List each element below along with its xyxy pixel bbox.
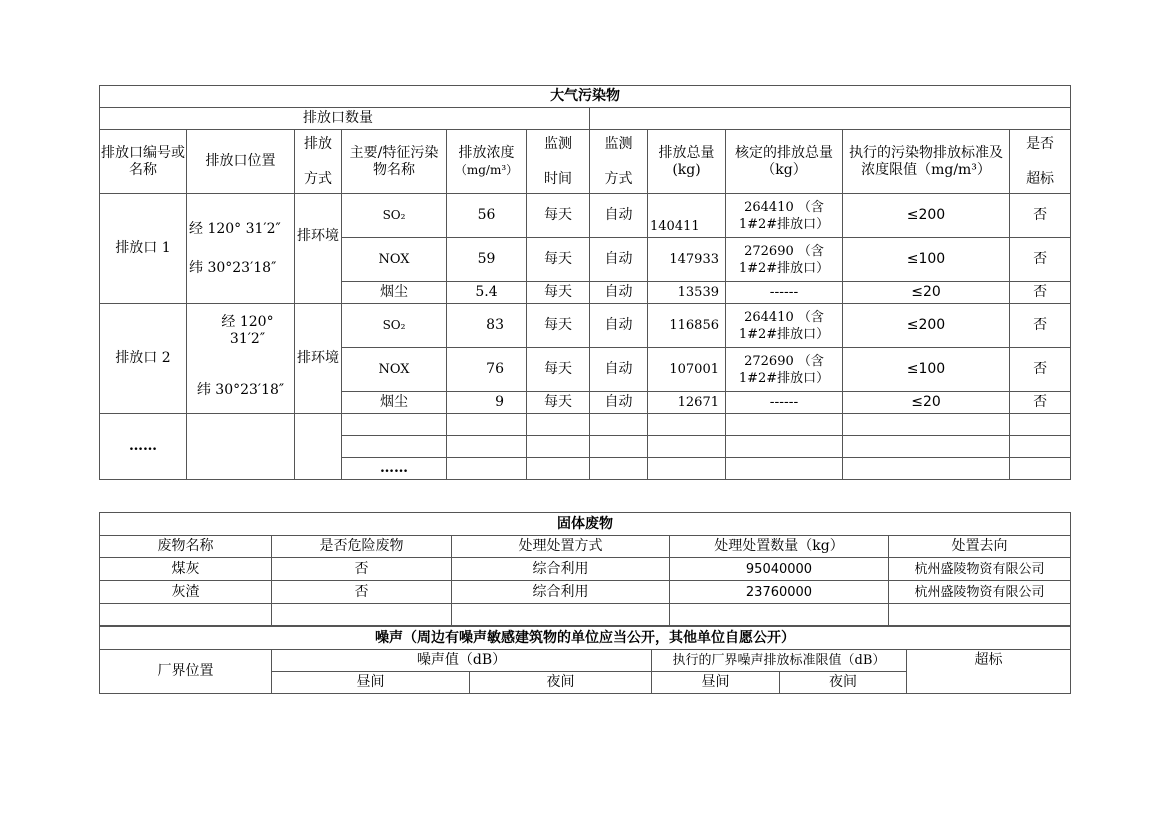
table-row <box>100 414 1071 436</box>
empty-cell <box>726 414 843 436</box>
monitor-method-cell: 自动 <box>590 282 648 304</box>
header-approved-unit: （kg） <box>761 161 807 178</box>
standard-cell: ≤200 <box>843 194 1010 238</box>
standard-cell: ≤200 <box>843 304 1010 348</box>
table-row <box>100 304 1071 348</box>
total-cell: 107001 <box>648 348 726 392</box>
concentration-cell: 76 <box>447 348 527 392</box>
header-method <box>295 130 342 194</box>
monitor-time-cell: 每天 <box>527 348 590 392</box>
empty-cell <box>1010 436 1071 458</box>
noise-table <box>99 626 1071 694</box>
outlet2-position <box>187 304 295 414</box>
total-cell: 12671 <box>648 392 726 414</box>
monitor-time-cell: 每天 <box>527 392 590 414</box>
monitor-time-cell: 每天 <box>527 304 590 348</box>
monitor-method-cell: 自动 <box>590 392 648 414</box>
empty-cell <box>342 436 447 458</box>
outlet1-lat: 纬 30°23′18″ <box>189 259 277 276</box>
exceed-cell: 否 <box>1010 392 1071 414</box>
header-monitor-time <box>527 130 590 194</box>
pollutant-cell: NOX <box>342 348 447 392</box>
standard-cell: ≤20 <box>843 392 1010 414</box>
empty-cell <box>452 604 670 626</box>
empty-cell <box>648 458 726 480</box>
concentration-cell: 56 <box>447 194 527 238</box>
total-cell: 147933 <box>648 238 726 282</box>
empty-cell <box>272 604 452 626</box>
solid-cell: 杭州盛陵物资有限公司 <box>889 581 1071 604</box>
total-cell: 13539 <box>648 282 726 304</box>
header-exceed <box>1010 130 1071 194</box>
solid-header-name: 废物名称 <box>100 536 272 558</box>
empty-cell <box>648 436 726 458</box>
header-total <box>648 130 726 194</box>
empty-cell <box>447 414 527 436</box>
exceed-cell: 否 <box>1010 238 1071 282</box>
standard-cell: ≤100 <box>843 238 1010 282</box>
header-monitor-method-top: 监测 <box>604 135 633 152</box>
empty-cell <box>447 436 527 458</box>
header-concentration-label: 排放浓度 <box>458 144 515 161</box>
monitor-time-cell: 每天 <box>527 238 590 282</box>
exceed-cell: 否 <box>1010 194 1071 238</box>
outlet-count-label: 排放口数量 <box>100 108 590 130</box>
solid-cell: 煤灰 <box>100 558 272 581</box>
header-monitor-time-bottom: 时间 <box>544 170 572 187</box>
noise-value-header: 噪声值（dB） <box>272 650 652 672</box>
noise-standard-header: 执行的厂界噪声排放标准限值（dB） <box>652 650 907 672</box>
noise-exceed-header: 超标 <box>907 650 1071 694</box>
solid-title: 固体废物 <box>100 513 1071 536</box>
noise-day: 昼间 <box>272 672 470 694</box>
monitor-method-cell: 自动 <box>590 304 648 348</box>
exceed-cell: 否 <box>1010 304 1071 348</box>
header-total-label: 排放总量 <box>658 144 715 161</box>
header-monitor-time-top: 监测 <box>544 135 572 152</box>
approved-cell: 264410 （含1#2#排放口） <box>726 194 843 238</box>
empty-cell <box>843 436 1010 458</box>
empty-cell <box>100 604 272 626</box>
concentration-cell: 5.4 <box>447 282 527 304</box>
empty-cell <box>527 436 590 458</box>
header-approved-label: 核定的排放总量 <box>735 144 833 161</box>
noise-title: 噪声（周边有噪声敏感建筑物的单位应当公开，其他单位自愿公开） <box>100 627 1071 650</box>
header-exceed-top: 是否 <box>1026 135 1055 152</box>
monitor-time-cell: 每天 <box>527 194 590 238</box>
header-monitor-method <box>590 130 648 194</box>
empty-cell <box>670 604 889 626</box>
header-standard: 执行的污染物排放标准及浓度限值（mg/m³） <box>843 130 1010 194</box>
empty-cell <box>726 436 843 458</box>
solid-header-destination: 处置去向 <box>889 536 1071 558</box>
solid-cell: 23760000 <box>670 581 889 604</box>
approved-cell: 272690 （含1#2#排放口） <box>726 348 843 392</box>
empty-cell <box>590 458 648 480</box>
outlet2-lat: 纬 30°23′18″ <box>196 382 285 398</box>
table-row <box>100 604 1071 626</box>
header-concentration <box>447 130 527 194</box>
standard-cell: ≤20 <box>843 282 1010 304</box>
empty-cell <box>527 458 590 480</box>
header-concentration-unit: （mg/m³） <box>454 162 519 177</box>
pollutant-cell: SO₂ <box>342 194 447 238</box>
monitor-method-cell: 自动 <box>590 348 648 392</box>
pollutant-cell: NOX <box>342 238 447 282</box>
solid-header-quantity: 处理处置数量（kg） <box>670 536 889 558</box>
total-cell: 140411 <box>648 194 726 238</box>
approved-cell: ------ <box>726 392 843 414</box>
approved-cell: ------ <box>726 282 843 304</box>
monitor-method-cell: 自动 <box>590 238 648 282</box>
noise-boundary: 厂界位置 <box>100 650 272 694</box>
empty-cell <box>342 414 447 436</box>
standard-cell: ≤100 <box>843 348 1010 392</box>
header-total-unit: (kg) <box>672 161 701 178</box>
solid-cell: 综合利用 <box>452 581 670 604</box>
pollutant-cell: SO₂ <box>342 304 447 348</box>
pollutant-cell: 烟尘 <box>342 282 447 304</box>
ellipsis-pollutant: …… <box>342 458 447 480</box>
solid-cell: 灰渣 <box>100 581 272 604</box>
empty-cell <box>843 458 1010 480</box>
solid-cell: 95040000 <box>670 558 889 581</box>
approved-cell: 272690 （含1#2#排放口） <box>726 238 843 282</box>
ellipsis-outlet: …… <box>100 414 187 480</box>
outlet1-method: 排环境 <box>295 194 342 304</box>
empty-cell <box>1010 458 1071 480</box>
exceed-cell: 否 <box>1010 348 1071 392</box>
solid-cell: 否 <box>272 581 452 604</box>
empty-cell <box>447 458 527 480</box>
table-row <box>100 558 1071 581</box>
solid-waste-table <box>99 512 1071 626</box>
empty-cell <box>648 414 726 436</box>
outlet-count-value <box>590 108 1071 130</box>
header-method-top: 排放 <box>304 135 332 152</box>
outlet1-position <box>187 194 295 304</box>
empty-cell <box>1010 414 1071 436</box>
outlet2-method: 排环境 <box>295 304 342 414</box>
empty-cell <box>726 458 843 480</box>
outlet2-lon: 经 120° 31′2″ <box>221 314 274 347</box>
standard-day: 昼间 <box>652 672 780 694</box>
approved-cell: 264410 （含1#2#排放口） <box>726 304 843 348</box>
exceed-cell: 否 <box>1010 282 1071 304</box>
noise-night: 夜间 <box>470 672 652 694</box>
total-cell: 116856 <box>648 304 726 348</box>
air-pollutants-table <box>99 85 1071 480</box>
empty-cell <box>889 604 1071 626</box>
empty-cell <box>527 414 590 436</box>
header-pollutant: 主要/特征污染物名称 <box>342 130 447 194</box>
header-position: 排放口位置 <box>187 130 295 194</box>
concentration-cell: 59 <box>447 238 527 282</box>
outlet1-lon: 经 120° 31′2″ <box>189 220 281 237</box>
outlet1-name: 排放口 1 <box>100 194 187 304</box>
empty-cell <box>187 414 295 480</box>
concentration-cell: 83 <box>447 304 527 348</box>
table-row <box>100 581 1071 604</box>
header-method-bottom: 方式 <box>304 170 332 187</box>
air-title: 大气污染物 <box>100 86 1071 108</box>
header-monitor-method-bottom: 方式 <box>604 170 633 187</box>
monitor-method-cell: 自动 <box>590 194 648 238</box>
table-row <box>100 194 1071 238</box>
standard-night: 夜间 <box>780 672 907 694</box>
monitor-time-cell: 每天 <box>527 282 590 304</box>
empty-cell <box>590 414 648 436</box>
empty-cell <box>295 414 342 480</box>
header-exceed-bottom: 超标 <box>1026 170 1055 187</box>
pollutant-cell: 烟尘 <box>342 392 447 414</box>
solid-cell: 否 <box>272 558 452 581</box>
header-outlet-id: 排放口编号或名称 <box>100 130 187 194</box>
solid-header-method: 处理处置方式 <box>452 536 670 558</box>
header-approved-total <box>726 130 843 194</box>
concentration-cell: 9 <box>447 392 527 414</box>
solid-cell: 综合利用 <box>452 558 670 581</box>
solid-cell: 杭州盛陵物资有限公司 <box>889 558 1071 581</box>
empty-cell <box>843 414 1010 436</box>
outlet2-name: 排放口 2 <box>100 304 187 414</box>
empty-cell <box>590 436 648 458</box>
solid-header-hazardous: 是否危险废物 <box>272 536 452 558</box>
